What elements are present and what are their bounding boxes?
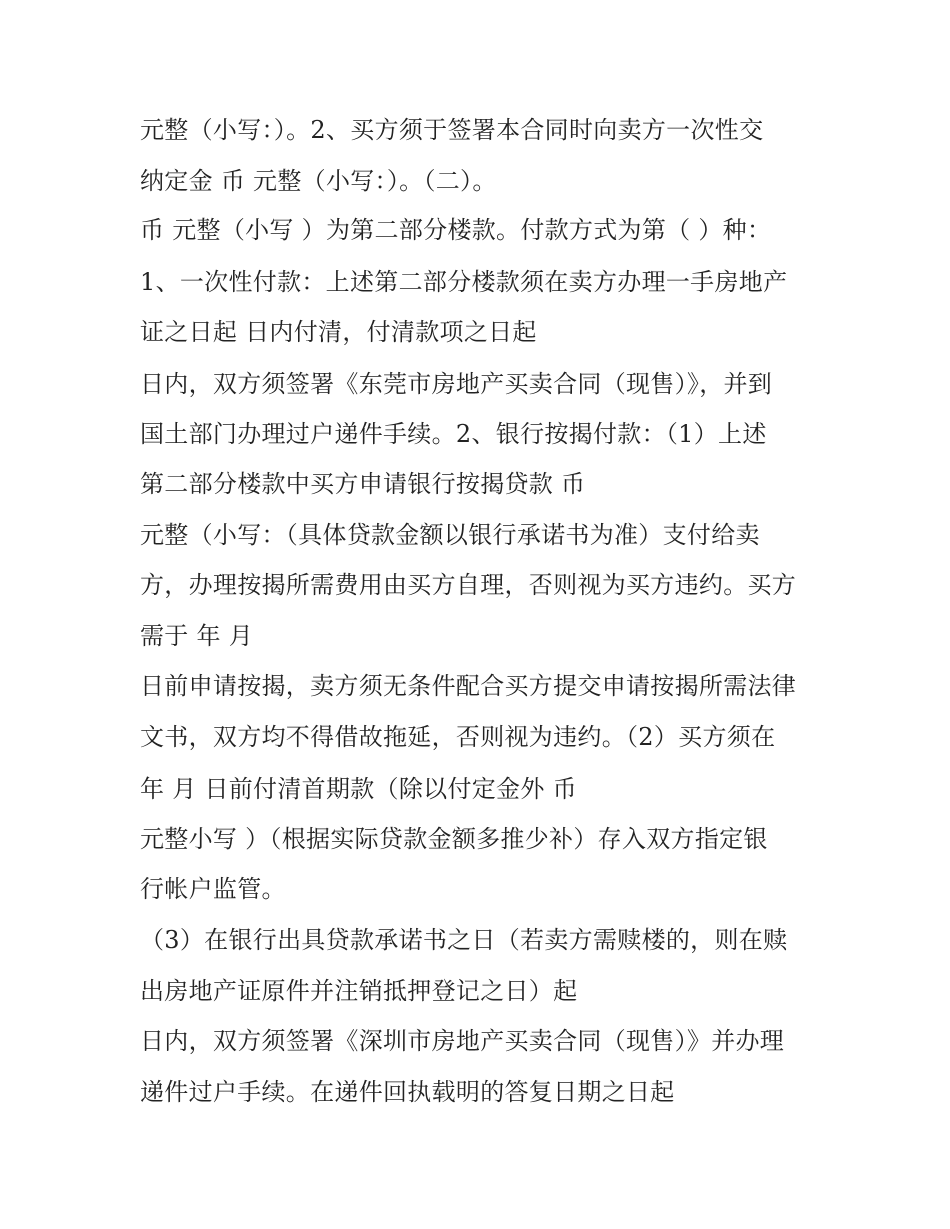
text-line-5: 证之日起 日内付清，付清款项之日起 xyxy=(140,318,537,346)
text-line-10: 方，办理按揭所需费用由买方自理，否则视为买方违约。买方 xyxy=(140,571,797,599)
text-line-1: 元整（小写：）。2、买方须于签署本合同时向卖方一次性交 xyxy=(140,116,764,144)
text-line-17: （3）在银行出具贷款承诺书之日（若卖方需赎楼的，则在赎 xyxy=(140,926,788,954)
text-line-20: 递件过户手续。在递件回执载明的答复日期之日起 xyxy=(140,1078,675,1106)
text-line-6: 日内，双方须签署《东莞市房地产买卖合同（现售）》，并到 xyxy=(140,370,773,398)
text-line-19: 日内，双方须签署《深圳市房地产买卖合同（现售）》并办理 xyxy=(140,1027,785,1055)
text-line-7: 国土部门办理过户递件手续。2、银行按揭付款：（1）上述 xyxy=(140,420,767,448)
text-line-15: 元整小写 ）（根据实际贷款金额多推少补）存入双方指定银 xyxy=(140,825,768,853)
text-line-9: 元整（小写：（具体贷款金额以银行承诺书为准）支付给卖 xyxy=(140,521,760,549)
text-line-2: 纳定金 币 元整（小写：）。（二）。 xyxy=(140,167,497,195)
text-line-11: 需于 年 月 xyxy=(140,622,254,650)
text-line-18: 出房地产证原件并注销抵押登记之日）起 xyxy=(140,977,578,1005)
text-line-16: 行帐户监管。 xyxy=(140,875,286,903)
text-line-13: 文书，双方均不得借故拖延，否则视为违约。（2）买方须在 xyxy=(140,723,776,751)
text-line-3: 币 元整（小写 ）为第二部分楼款。付款方式为第（ ）种： xyxy=(140,216,772,244)
text-line-12: 日前申请按揭，卖方须无条件配合买方提交申请按揭所需法律 xyxy=(140,672,797,700)
text-line-4: 1、一次性付款：上述第二部分楼款须在卖方办理一手房地产 xyxy=(140,268,788,296)
text-line-14: 年 月 日前付清首期款（除以付定金外 币 xyxy=(140,775,577,803)
text-line-8: 第二部分楼款中买方申请银行按揭贷款 币 xyxy=(140,470,586,498)
